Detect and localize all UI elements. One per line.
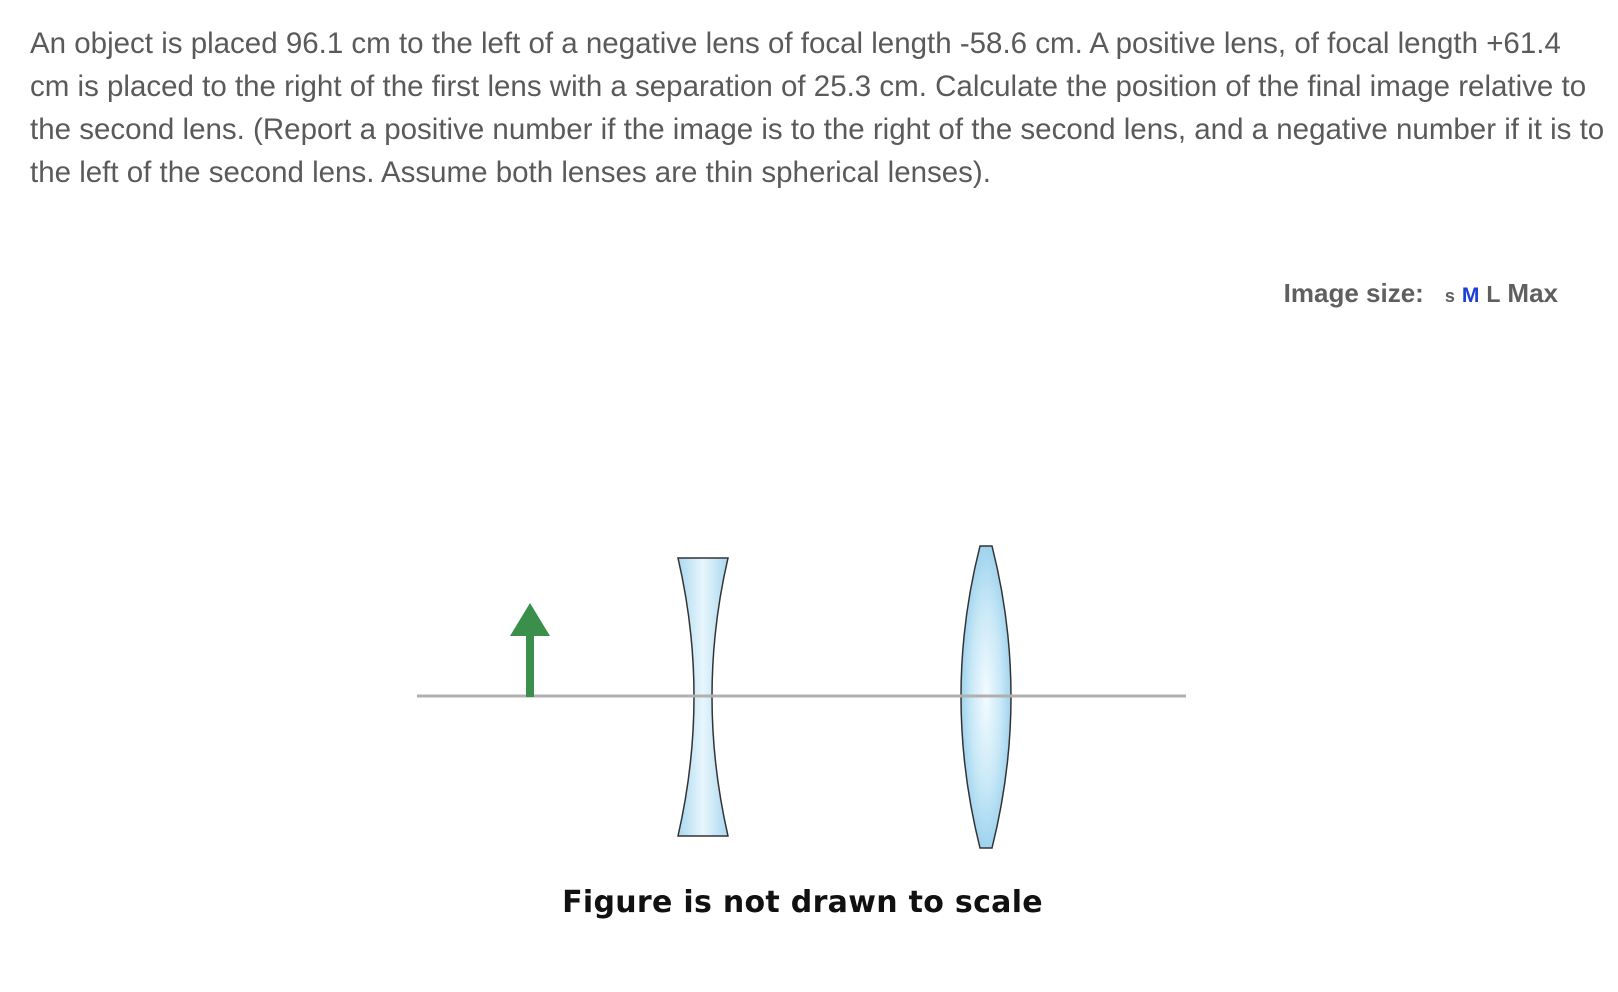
- figure-caption: Figure is not drawn to scale: [562, 885, 1043, 920]
- image-size-label: Image size:: [1283, 278, 1424, 308]
- image-size-max-option[interactable]: Max: [1507, 278, 1558, 308]
- image-size-medium-option[interactable]: M: [1461, 284, 1480, 307]
- image-size-large-option[interactable]: L: [1486, 281, 1501, 307]
- object-arrow: [510, 603, 550, 697]
- lens-diagram-svg: [400, 530, 1210, 870]
- image-size-small-option[interactable]: s: [1444, 286, 1455, 306]
- lens-diagram: [400, 530, 1210, 870]
- question-text: An object is placed 96.1 cm to the left of a negative lens of focal length -58.6 cm. A positive lens, of focal length +61.4 cm is placed to the right of the first lens with a separation of 25.3 cm. Calculate the position of the final image relative to the second lens. (Report a positive number if the image is to the right of the second lens, and a negative number if it is to the left of the second lens. Assume both lenses are thin spherical lenses).: [30, 27, 1605, 189]
- image-size-selector: [1284, 278, 1558, 309]
